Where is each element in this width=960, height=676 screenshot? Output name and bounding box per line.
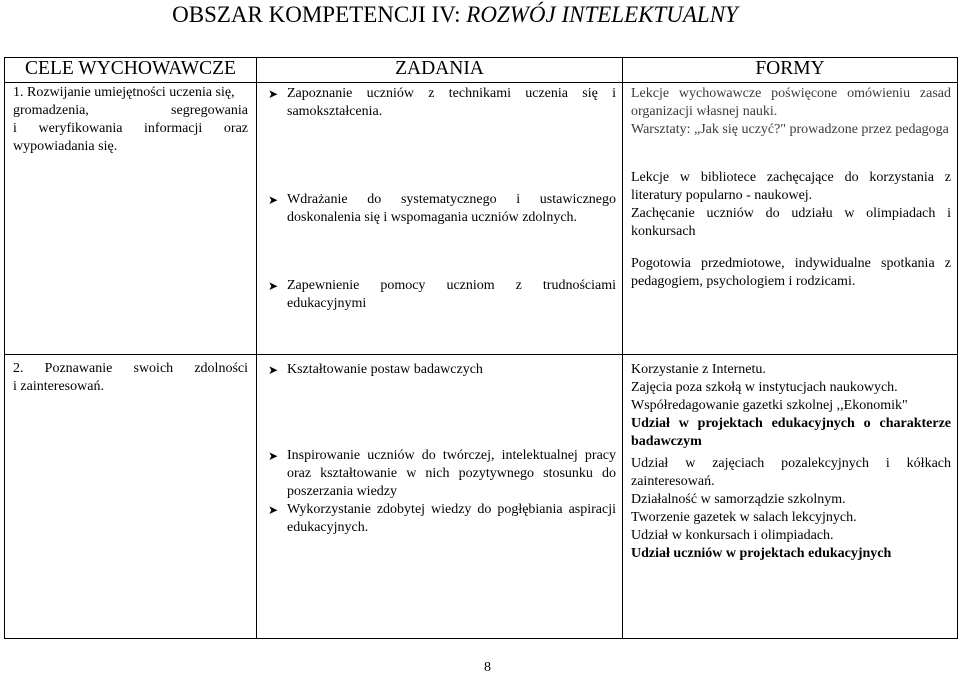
forms-block [631,169,951,241]
list-item [265,191,616,227]
goal-line: gromadzenia, segregowania [13,103,248,118]
form-item: Współredagowanie gazetki szkolnej ,,Ekonomik" [631,398,908,413]
form-item: Lekcje w bibliotece zachęcające do korzystania z literatury popularno - naukowej. [631,170,951,203]
list-item [265,85,616,121]
header-cele: CELE WYCHOWAWCZE [5,58,257,83]
form-item: Zachęcanie uczniów do udziału w olimpiadach i konkursach [631,206,951,239]
list-item [265,361,616,379]
forms-block [631,361,951,451]
task-text: Wykorzystanie zdobytej wiedzy do pogłębiania aspiracji edukacyjnych. [287,502,616,535]
header-formy: FORMY [623,58,958,83]
form-item: Udział w zajęciach pozalekcyjnych i kółkach zainteresowań. [631,456,951,489]
page-number: 8 [484,660,491,675]
list-item [265,501,616,537]
task-text: Inspirowanie uczniów do twórczej, intelektualnej pracy oraz kształtowanie w nich pozytywnego stosunku do poszerzania wiedzy [287,448,616,499]
table-row [5,355,958,639]
table-row [5,83,958,355]
form-item: Udział w konkursach i olimpiadach. [631,528,834,543]
goal-line: i weryfikowania informacji oraz [13,121,248,136]
goal-line: 1. Rozwijanie umiejętności uczenia się, [13,85,235,100]
forms-cell [623,83,958,355]
task-text: Kształtowanie postaw badawczych [287,362,483,377]
form-item-bold: Udział uczniów w projektach edukacyjnych [631,546,892,561]
goal-line: 2. Poznawanie swoich zdolności [13,361,248,376]
arrow-bullet-icon: ➤ [268,279,279,293]
header-row [5,58,958,83]
tasks-cell [257,83,623,355]
arrow-bullet-icon: ➤ [268,449,279,463]
list-item [265,277,616,313]
form-item: Pogotowia przedmiotowe, indywidualne spotkania z pedagogiem, psychologiem i rodzicami. [631,256,951,289]
page-title [0,2,910,28]
goal-line: i zainteresowań. [13,379,104,394]
task-text: Zapoznanie uczniów z technikami uczenia się i samokształcenia. [287,86,616,119]
arrow-bullet-icon: ➤ [268,87,279,101]
title-italic: ROZWÓJ INTELEKTUALNY [466,2,738,27]
form-item: Warsztaty: „Jak się uczyć?" prowadzone przez pedagoga [631,122,949,137]
form-item: Korzystanie z Internetu. [631,362,766,377]
competency-table [4,57,958,639]
arrow-bullet-icon: ➤ [268,193,279,207]
arrow-bullet-icon: ➤ [268,363,279,377]
forms-block [631,455,951,563]
header-zadania: ZADANIA [257,58,623,83]
arrow-bullet-icon: ➤ [268,503,279,517]
forms-block [631,255,951,291]
tasks-cell [257,355,623,639]
goal-line: wypowiadania się. [13,139,118,154]
form-item: Działalność w samorządzie szkolnym. [631,492,846,507]
goal-cell [5,83,257,355]
form-item: Lekcje wychowawcze poświęcone omówieniu zasad organizacji własnej nauki. [631,86,951,119]
forms-block [631,85,951,139]
title-prefix: OBSZAR KOMPETENCJI IV: [172,2,461,27]
list-item [265,447,616,501]
goal-cell [5,355,257,639]
task-text: Wdrażanie do systematycznego i ustawicznego doskonalenia się i wspomagania uczniów zdolnych. [287,192,616,225]
form-item: Zajęcia poza szkołą w instytucjach naukowych. [631,380,898,395]
task-text: Zapewnienie pomocy uczniom z trudnościami edukacyjnymi [287,278,616,311]
form-item: Tworzenie gazetek w salach lekcyjnych. [631,510,857,525]
forms-cell [623,355,958,639]
form-item-bold: Udział w projektach edukacyjnych o charakterze badawczym [631,416,951,449]
